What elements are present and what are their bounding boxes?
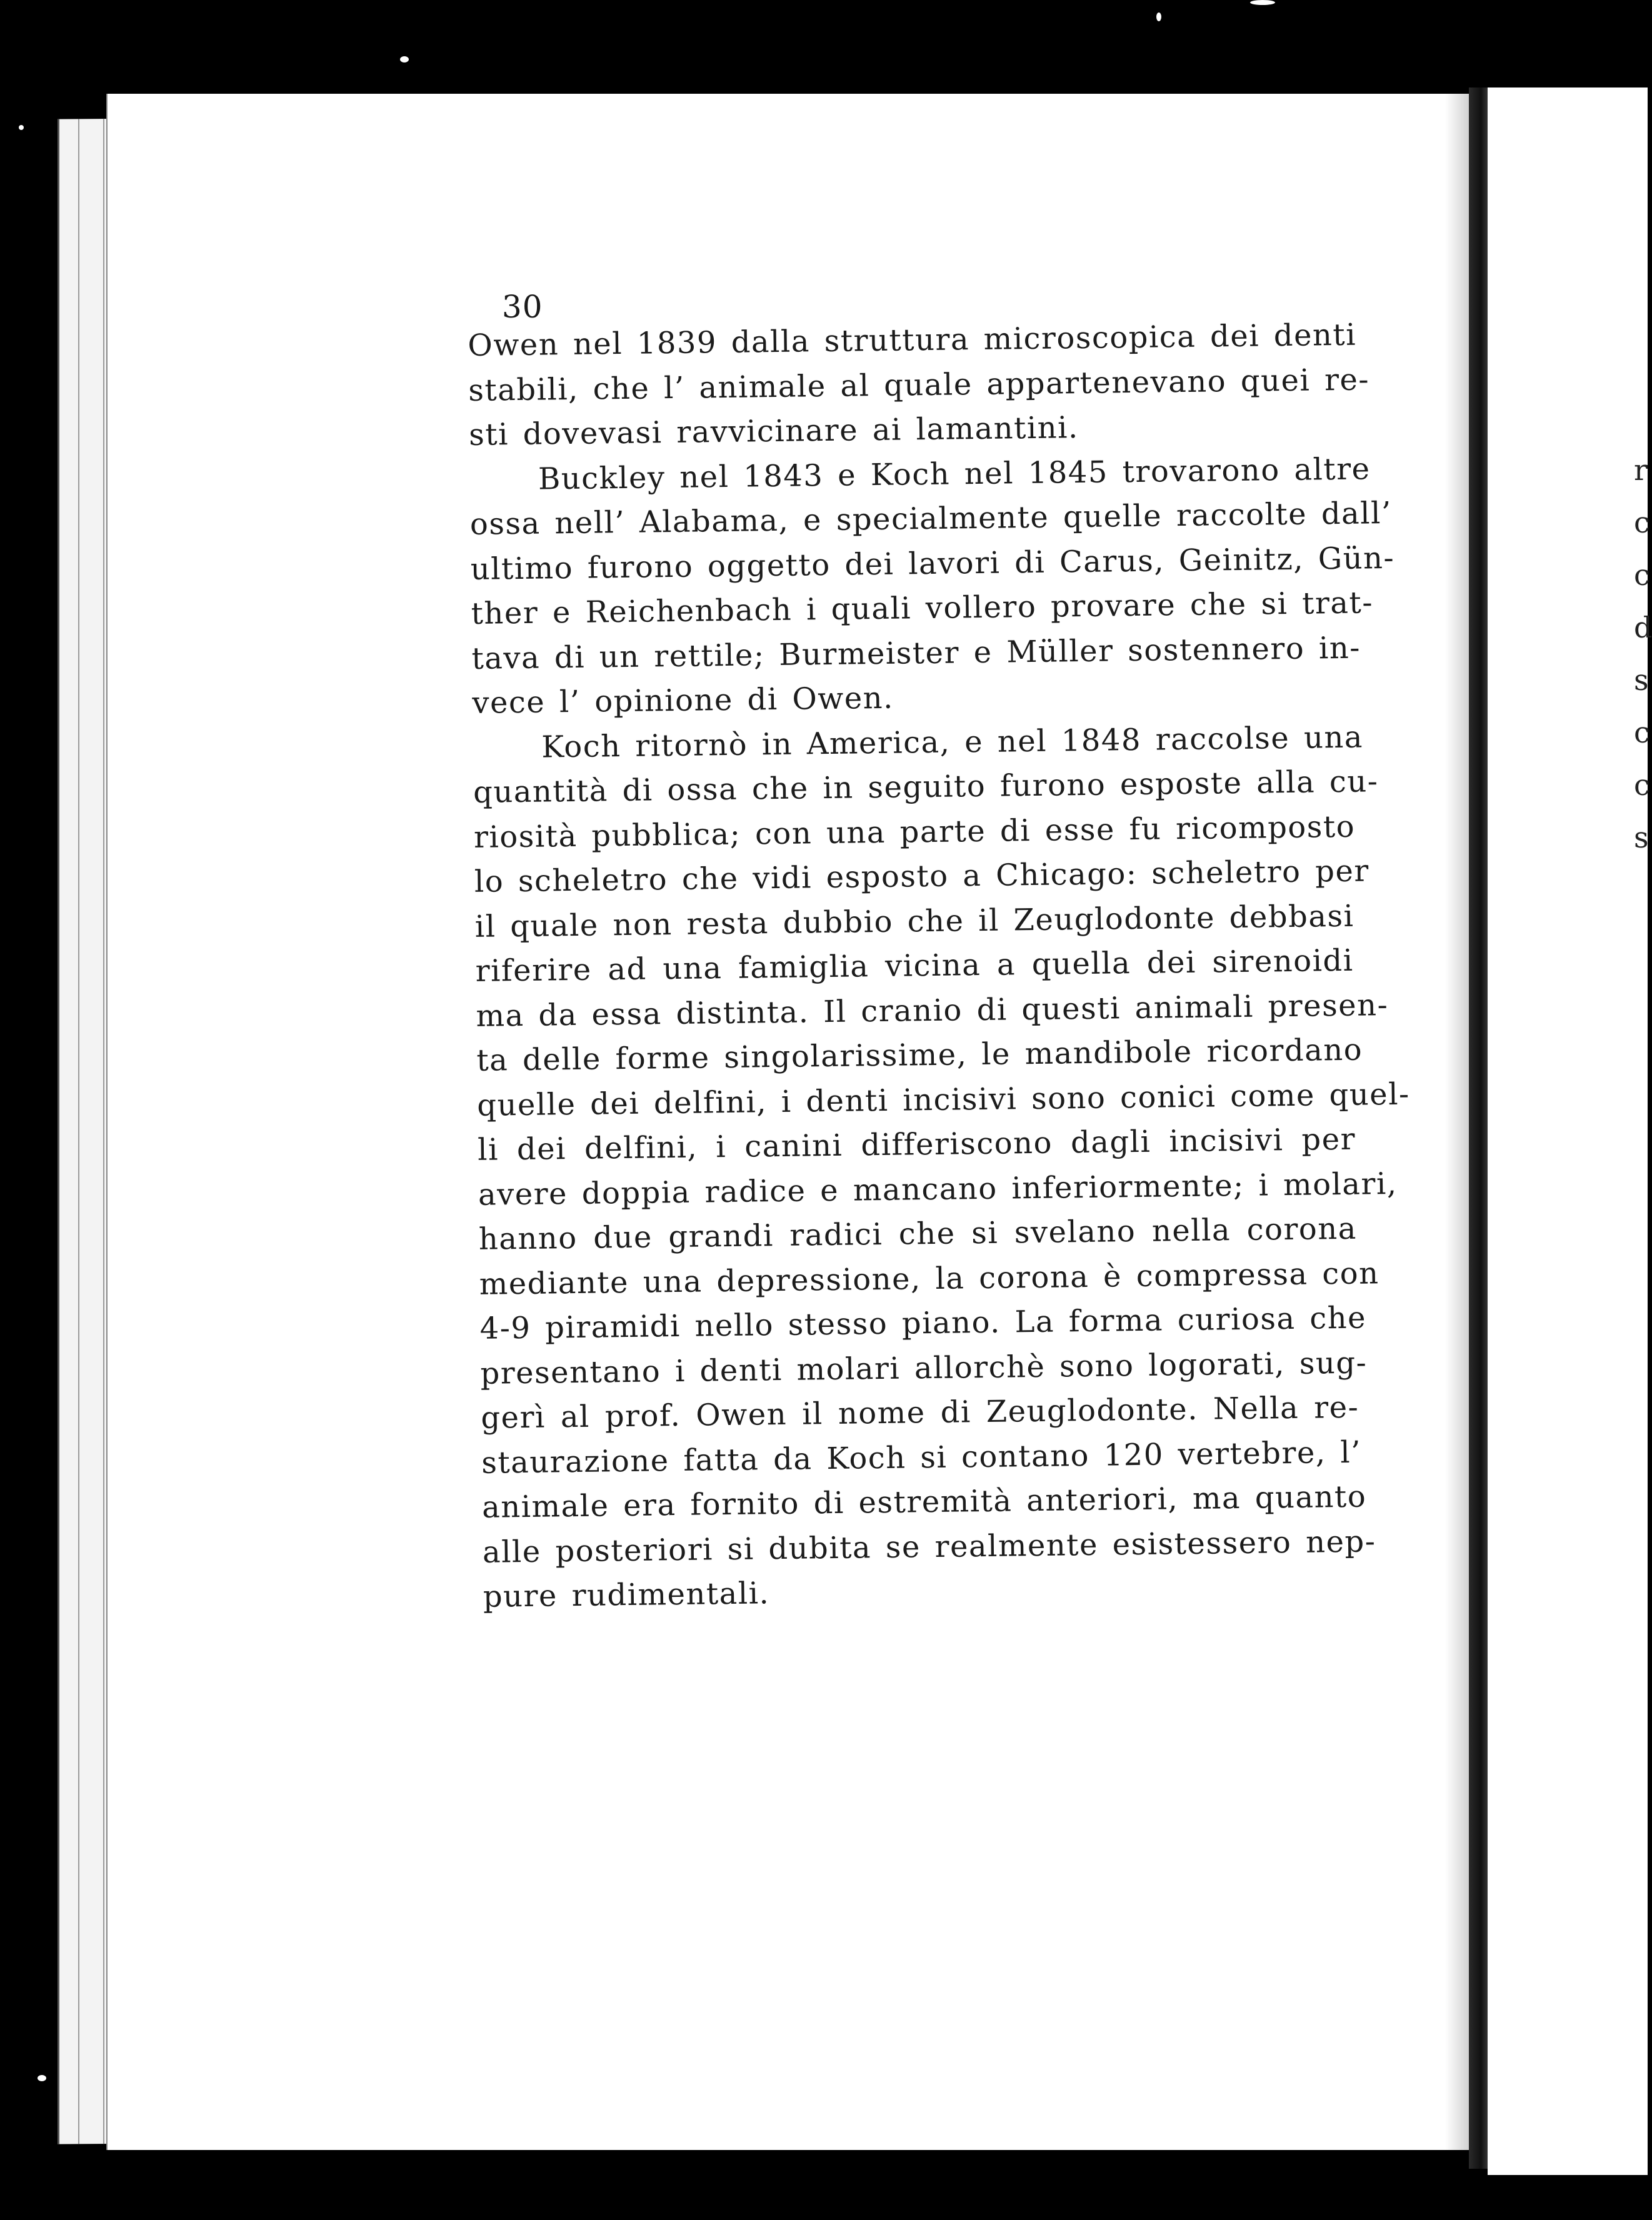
text-line: Buckley nel 1843 e Koch nel 1845 trovarono altre	[538, 451, 1371, 497]
text-line: gerì al prof. Owen il nome di Zeuglodonte. Nella re-	[481, 1389, 1359, 1436]
text-line: lo scheletro che vidi esposto a Chicago: scheletro per	[474, 853, 1370, 899]
adjacent-page-fragment: c	[1634, 506, 1650, 539]
adjacent-page-fragment: c	[1634, 716, 1650, 749]
text-line: li dei delfini, i canini differiscono dagli incisivi per	[477, 1121, 1356, 1168]
text-line: quelle dei delfini, i denti incisivi sono conici come quel-	[476, 1076, 1411, 1123]
scan-speck	[1156, 12, 1161, 21]
text-line: ta delle forme singolarissime, le mandibole ricordano	[476, 1032, 1363, 1078]
page-edge-line	[78, 119, 79, 2144]
text-line: ther e Reichenbach i quali vollero provare che si trat-	[471, 585, 1374, 631]
text-line: riferire ad una famiglia vicina a quella dei sirenoidi	[475, 942, 1354, 989]
adjacent-page-text	[1634, 444, 1652, 864]
adjacent-page-fragment: c	[1634, 558, 1650, 592]
text-line: Owen nel 1839 dalla struttura microscopica dei denti	[468, 317, 1357, 363]
scan-speck	[38, 2075, 46, 2081]
text-line: staurazione fatta da Koch si contano 120 vertebre, l’	[481, 1434, 1362, 1481]
text-line: avere doppia radice e mancano inferiormente; i molari,	[478, 1166, 1398, 1212]
text-line: hanno due grandi radici che si svelano nella corona	[478, 1211, 1358, 1257]
text-line: mediante una depressione, la corona è compressa con	[479, 1255, 1379, 1302]
adjacent-page-fragment: r	[1634, 453, 1648, 487]
text-line: alle posteriori si dubita se realmente esistessero nep-	[482, 1523, 1376, 1570]
text-line: pure rudimentali.	[483, 1576, 770, 1614]
text-line: ma da essa distinta. Il cranio di questi animali presen-	[476, 987, 1389, 1034]
text-line: sti dovevasi ravvicinare ai lamantini.	[468, 410, 1079, 452]
adjacent-page	[1488, 88, 1652, 2175]
text-line: ossa nell’ Alabama, e specialmente quelle raccolte dall’	[469, 495, 1393, 542]
page-edge-line	[103, 119, 104, 2144]
text-line: stabili, che l’ animale al quale appartenevano quei re-	[468, 361, 1370, 408]
adjacent-page-fragment: s	[1634, 663, 1649, 697]
scan-speck	[400, 56, 409, 62]
text-line: tava di un rettile; Burmeister e Müller sostennero in-	[471, 630, 1361, 676]
adjacent-page-fragment: c	[1634, 768, 1650, 802]
page-number: 30	[502, 289, 543, 325]
scan-speck	[1250, 0, 1275, 5]
text-line: il quale non resta dubbio che il Zeuglodonte debbasi	[474, 898, 1354, 944]
text-line: animale era fornito di estremità anteriori, ma quanto	[481, 1479, 1367, 1525]
adjacent-page-fragment: d	[1634, 611, 1652, 644]
page-gutter	[1445, 94, 1470, 2150]
text-line: ultimo furono oggetto dei lavori di Carus, Geinitz, Gün-	[470, 540, 1395, 587]
text-line: Koch ritornò in America, e nel 1848 raccolse una	[541, 719, 1364, 765]
body-text	[468, 313, 1411, 1620]
book-spine-shadow	[1469, 88, 1489, 2169]
text-line: vece l’ opinione di Owen.	[472, 680, 894, 721]
text-line: 4-9 piramidi nello stesso piano. La forma curiosa che	[479, 1300, 1367, 1346]
adjacent-page-fragment: s	[1634, 821, 1649, 854]
scan-speck	[19, 125, 24, 130]
text-line: riosità pubblica; con una parte di esse fu ricomposto	[473, 809, 1356, 855]
text-line: quantità di ossa che in seguito furono esposte alla cu-	[473, 764, 1379, 810]
text-line: presentano i denti molari allorchè sono logorati, sug-	[480, 1345, 1368, 1391]
